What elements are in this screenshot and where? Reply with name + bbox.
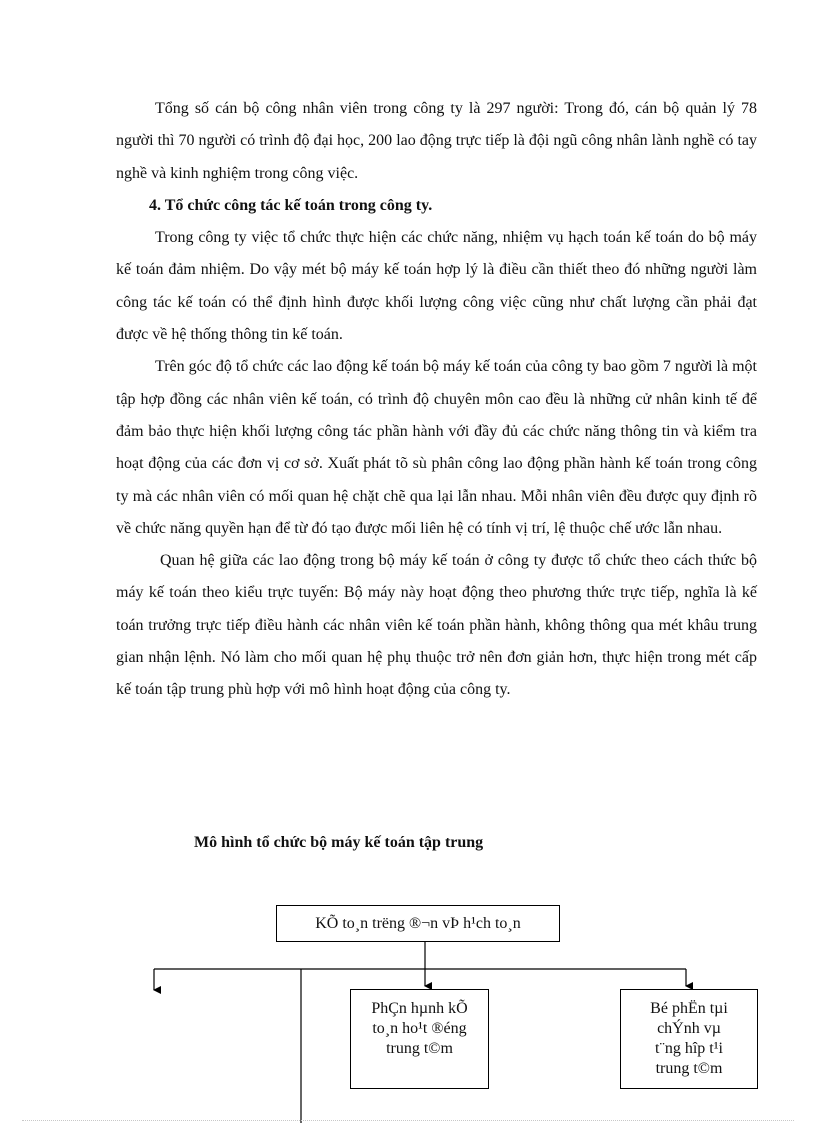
chief-accountant-box [276, 905, 560, 942]
paragraph-relations: Quan hệ giữa các lao động trong bộ máy kế toán ở công ty được tổ chức theo cách thức bộ máy kế toán theo kiểu trực tuyến: Bộ máy này hoạt động theo phương thức trực tiếp, nghĩa là kế toán trưởng trực tiếp điều hành các nhân viên kế toán phần hành, không thông qua mét khâu trung gian nhận lệnh. Nó làm cho mối quan hệ phụ thuộc trở nên đơn giản hơn, thực hiện trong mét cấp kế toán tập trung phù hợp với mô hình hoạt động của công ty. [116, 552, 757, 699]
box-line: trung t©m [386, 1040, 453, 1057]
box-line: Bé phËn tµi [650, 1000, 728, 1017]
section-heading: 4. Tổ chức công tác kế toán trong công ty. [149, 196, 433, 214]
page-bottom-divider [22, 1120, 794, 1121]
box-line: trung t©m [655, 1060, 723, 1077]
paragraph-organization: Trong công ty việc tổ chức thực hiện các chức năng, nhiệm vụ hạch toán kế toán do bộ máy kế toán đảm nhiệm. Do vậy mét bộ máy kế toán hợp lý là điều cần thiết theo đó những người làm công tác kế toán có thể định hình được khối lượng công việc cũng như chất lượng cần phải đạt được về hệ thống thông tin kế toán. [116, 229, 757, 344]
chief-accountant-label: KÕ to¸n trëng ®¬n vÞ h¹ch to¸n [315, 915, 521, 932]
box-line: chÝnh vµ [657, 1020, 721, 1037]
finance-department-box [620, 989, 758, 1089]
box-line: to¸n ho¹t ®éng [372, 1020, 467, 1037]
paragraph-structure: Trên góc độ tổ chức các lao động kế toán bộ máy kế toán của công ty bao gồm 7 người là một tập hợp đồng các nhân viên kế toán, có trình độ chuyên môn cao đều là những cử nhân kinh tế để đảm bảo thực hiện khối lượng công tác phần hành với đầy đủ các chức năng thông tin và kiểm tra hoạt động của các đơn vị cơ sở. Xuất phát tõ sù phân công lao động phần hành kế toán trong công ty mà các nhân viên có mối quan hệ chặt chẽ qua lại lẫn nhau. Mỗi nhân viên đều được quy định rõ về chức năng quyền hạn để từ đó tạo được mối liên hệ có tính vị trí, lệ thuộc chế ước lẫn nhau. [116, 358, 757, 537]
box-line: t¨ng hîp t¹i [655, 1040, 723, 1057]
paragraph-staff: Tổng số cán bộ công nhân viên trong công ty là 297 người: Trong đó, cán bộ quản lý 78 người thì 70 người có trình độ đại học, 200 lao động trực tiếp là đội ngũ công nhân lành nghề có tay nghề và kinh nghiệm trong công việc. [116, 100, 757, 182]
box-line: PhÇn hµnh kÕ [371, 1000, 468, 1017]
diagram-title: Mô hình tổ chức bộ máy kế toán tập trung [194, 834, 484, 851]
central-operations-box [350, 989, 489, 1089]
